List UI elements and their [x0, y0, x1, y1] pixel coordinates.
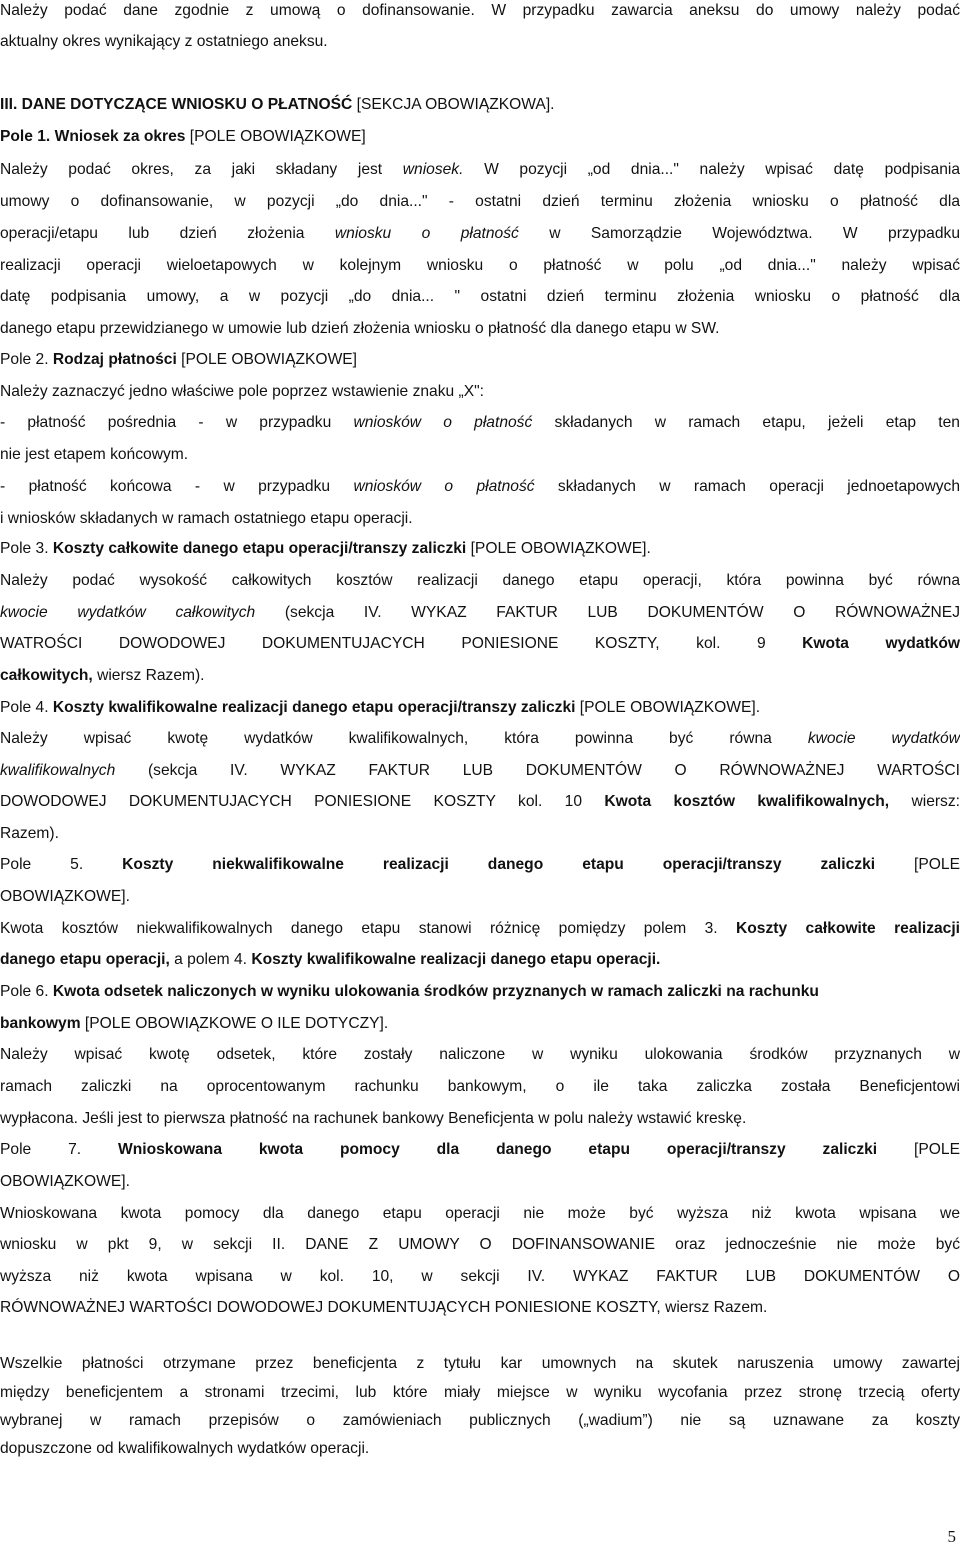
pole-2-text: - płatność pośrednia - w przypadku — [0, 414, 354, 431]
pole-4-line-2 — [0, 755, 960, 786]
pole-4-italic: kwocie wydatków — [807, 730, 960, 747]
closing-line-3: wybranej w ramach przepisów o zamówieniach publicznych („wadium”) nie są uznawane za koszty — [0, 1412, 960, 1429]
pole-4-bold: Kwota kosztów kwalifikowalnych, — [604, 793, 890, 810]
pole-1-text: w Samorządzie Województwa. W przypadku — [518, 225, 960, 242]
pole-6-label: Pole 6. — [0, 983, 49, 1000]
pole-2-line-1: Należy zaznaczyć jedno właściwe pole poprzez wstawienie znaku „X": — [0, 383, 484, 400]
pole-7-line-2: wniosku w pkt 9, w sekcji II. DANE Z UMOWY O DOFINANSOWANIE oraz jednocześnie nie może być — [0, 1236, 960, 1253]
pole-1-heading — [0, 121, 366, 152]
pole-2-line-3: nie jest etapem końcowym. — [0, 446, 189, 463]
pole-5-heading-2: OBOWIĄZKOWE]. — [0, 888, 130, 905]
pole-7-title: Wnioskowana kwota pomocy dla danego etapu operacji/transzy zaliczki — [81, 1141, 878, 1158]
pole-6-title-suffix: [POLE OBOWIĄZKOWE O ILE DOTYCZY]. — [80, 1015, 389, 1032]
pole-4-title-suffix: [POLE OBOWIĄZKOWE]. — [575, 699, 761, 716]
pole-2-text: składanych w ramach etapu, jeżeli etap ten — [532, 414, 960, 431]
pole-1-line-4: realizacji operacji wieloetapowych w kolejnym wniosku o płatność w polu „od dnia..." należy wpisać — [0, 257, 960, 274]
pole-7-line-3: wyższa niż kwota wpisana w kol. 10, w sekcji IV. WYKAZ FAKTUR LUB DOKUMENTÓW O — [0, 1268, 960, 1285]
closing-line-2: między beneficjentem a stronami trzecimi, lub które miały miejsce w wyniku wycofania przez stronę trzecią oferty — [0, 1384, 960, 1401]
pole-3-text: (sekcja IV. WYKAZ FAKTUR LUB DOKUMENTÓW O RÓWNOWAŻNEJ — [255, 604, 960, 621]
section-3-title-suffix: [SEKCJA OBOWIĄZKOWA]. — [352, 96, 555, 113]
pole-3-title: Koszty całkowite danego etapu operacji/transzy zaliczki — [48, 540, 467, 557]
pole-1-line-3 — [0, 218, 960, 249]
pole-3-label: Pole 3. — [0, 540, 49, 557]
pole-4-italic: kwalifikowalnych — [0, 762, 116, 779]
pole-2-label: Pole 2. — [0, 351, 49, 368]
pole-1-italic: wniosku o płatność — [334, 225, 519, 242]
pole-5-bold: danego etapu operacji, — [0, 951, 170, 968]
pole-7-line-4: RÓWNOWAŻNEJ WARTOŚCI DOWODOWEJ DOKUMENTUJĄCYCH PONIESIONE KOSZTY, wiersz Razem. — [0, 1299, 768, 1316]
pole-6-title: bankowym — [0, 1015, 81, 1032]
pole-4-text: DOWODOWEJ DOKUMENTUJACYCH PONIESIONE KOSZTY kol. 10 — [0, 793, 605, 810]
pole-4-title: Koszty kwalifikowalne realizacji danego etapu operacji/transzy zaliczki — [48, 699, 576, 716]
pole-4-text: (sekcja IV. WYKAZ FAKTUR LUB DOKUMENTÓW O RÓWNOWAŻNEJ WARTOŚCI — [115, 762, 960, 779]
pole-3-title-suffix: [POLE OBOWIĄZKOWE]. — [466, 540, 651, 557]
pole-1-title-suffix: [POLE OBOWIĄZKOWE] — [185, 128, 366, 145]
page-number: 5 — [947, 1527, 956, 1546]
pole-1-italic: wniosek. — [402, 161, 464, 178]
section-3-title: III. DANE DOTYCZĄCE WNIOSKU O PŁATNOŚĆ — [0, 96, 353, 113]
pole-2-text: - płatność końcowa - w przypadku — [0, 478, 354, 495]
pole-1-line-2: umowy o dofinansowanie, w pozycji „do dnia..." - ostatni dzień terminu złożenia wniosku o płatność dla — [0, 193, 960, 210]
pole-7-line-1: Wnioskowana kwota pomocy dla danego etapu operacji nie może być wyższa niż kwota wpisana we — [0, 1205, 960, 1222]
pole-2-line-4 — [0, 471, 960, 502]
pole-1-line-1 — [0, 154, 960, 185]
closing-line-4: dopuszczone od kwalifikowalnych wydatków operacji. — [0, 1440, 370, 1457]
pole-5-title-suffix: [POLE — [875, 856, 960, 873]
pole-4-line-3 — [0, 786, 960, 817]
pole-6-heading — [0, 976, 819, 1007]
pole-2-italic: wniosków o płatność — [353, 414, 533, 431]
pole-1-line-5: datę podpisania umowy, a w pozycji „do dnia... " ostatni dzień terminu złożenia wniosku o płatność dla — [0, 288, 960, 305]
pole-5-bold: Koszty całkowite realizacji — [736, 920, 960, 937]
pole-1-title: Pole 1. Wniosek za okres — [0, 128, 186, 145]
pole-6-line-1: Należy wpisać kwotę odsetek, które zostały naliczone w wyniku ulokowania środków przyznanych w — [0, 1046, 960, 1063]
pole-5-bold: Koszty kwalifikowalne realizacji danego etapu operacji. — [251, 951, 661, 968]
pole-3-line-3 — [0, 628, 960, 659]
pole-5-line-2 — [0, 944, 660, 975]
pole-2-title: Rodzaj płatności — [48, 351, 177, 368]
pole-4-label: Pole 4. — [0, 699, 49, 716]
pole-5-label: Pole 5. — [0, 856, 84, 873]
closing-line-1: Wszelkie płatności otrzymane przez beneficjenta z tytułu kar umownych na skutek naruszenia umowy zawartej — [0, 1355, 960, 1372]
pole-3-line-2 — [0, 597, 960, 628]
pole-3-text: wiersz Razem). — [92, 667, 205, 684]
pole-1-text: operacji/etapu lub dzień złożenia — [0, 225, 335, 242]
pole-6-line-3: wypłacona. Jeśli jest to pierwsza płatność na rachunek bankowy Beneficjenta w polu należy wstawić kreskę. — [0, 1110, 747, 1127]
pole-6-line-2: ramach zaliczki na oprocentowanym rachunku bankowym, o ile taka zaliczka została Beneficjentowi — [0, 1078, 960, 1095]
pole-7-heading — [0, 1134, 960, 1165]
pole-5-line-1 — [0, 913, 960, 944]
pole-5-text: a polem 4. — [169, 951, 252, 968]
pole-2-text: składanych w ramach operacji jednoetapowych — [534, 478, 960, 495]
pole-2-heading — [0, 344, 357, 375]
pole-4-line-1 — [0, 723, 960, 754]
pole-2-title-suffix: [POLE OBOWIĄZKOWE] — [176, 351, 358, 368]
pole-7-heading-2: OBOWIĄZKOWE]. — [0, 1173, 130, 1190]
pole-2-italic: wniosków o płatność — [353, 478, 535, 495]
pole-3-heading — [0, 533, 651, 564]
pole-3-line-1: Należy podać wysokość całkowitych kosztów realizacji danego etapu operacji, która powinna być równa — [0, 572, 960, 589]
pole-5-title: Koszty niekwalifikowalne realizacji danego etapu operacji/transzy zaliczki — [83, 856, 876, 873]
pole-2-line-2 — [0, 407, 960, 438]
section-3-heading — [0, 89, 554, 120]
intro-line-2: aktualny okres wynikający z ostatniego aneksu. — [0, 33, 328, 50]
pole-4-line-4: Razem). — [0, 825, 59, 842]
pole-3-italic: kwocie wydatków całkowitych — [0, 604, 256, 621]
pole-1-text: Należy podać okres, za jaki składany jest — [0, 161, 403, 178]
pole-4-text: Należy wpisać kwotę wydatków kwalifikowalnych, która powinna być równa — [0, 730, 808, 747]
pole-3-line-4 — [0, 660, 205, 691]
pole-4-heading — [0, 692, 760, 723]
pole-2-line-5: i wniosków składanych w ramach ostatniego etapu operacji. — [0, 510, 413, 527]
pole-3-bold: Kwota wydatków — [802, 635, 960, 652]
pole-1-text: W pozycji „od dnia..." należy wpisać datę podpisania — [463, 161, 960, 178]
intro-line-1: Należy podać dane zgodnie z umową o dofinansowanie. W przypadku zawarcia aneksu do umowy należy podać — [0, 2, 960, 19]
pole-4-text: wiersz: — [889, 793, 960, 810]
pole-3-text: WATROŚCI DOWODOWEJ DOKUMENTUJACYCH PONIESIONE KOSZTY, kol. 9 — [0, 635, 803, 652]
pole-7-label: Pole 7. — [0, 1141, 82, 1158]
pole-5-text: Kwota kosztów niekwalifikowalnych danego etapu stanowi różnicę pomiędzy polem 3. — [0, 920, 737, 937]
pole-6-heading-2 — [0, 1008, 388, 1039]
pole-7-title-suffix: [POLE — [877, 1141, 960, 1158]
pole-3-bold: całkowitych, — [0, 667, 93, 684]
pole-1-line-6: danego etapu przewidzianego w umowie lub dzień złożenia wniosku o płatność dla danego etapu w SW. — [0, 320, 720, 337]
pole-5-heading — [0, 849, 960, 880]
pole-6-title: Kwota odsetek naliczonych w wyniku ulokowania środków przyznanych w ramach zaliczki na rachunku — [48, 983, 819, 1000]
